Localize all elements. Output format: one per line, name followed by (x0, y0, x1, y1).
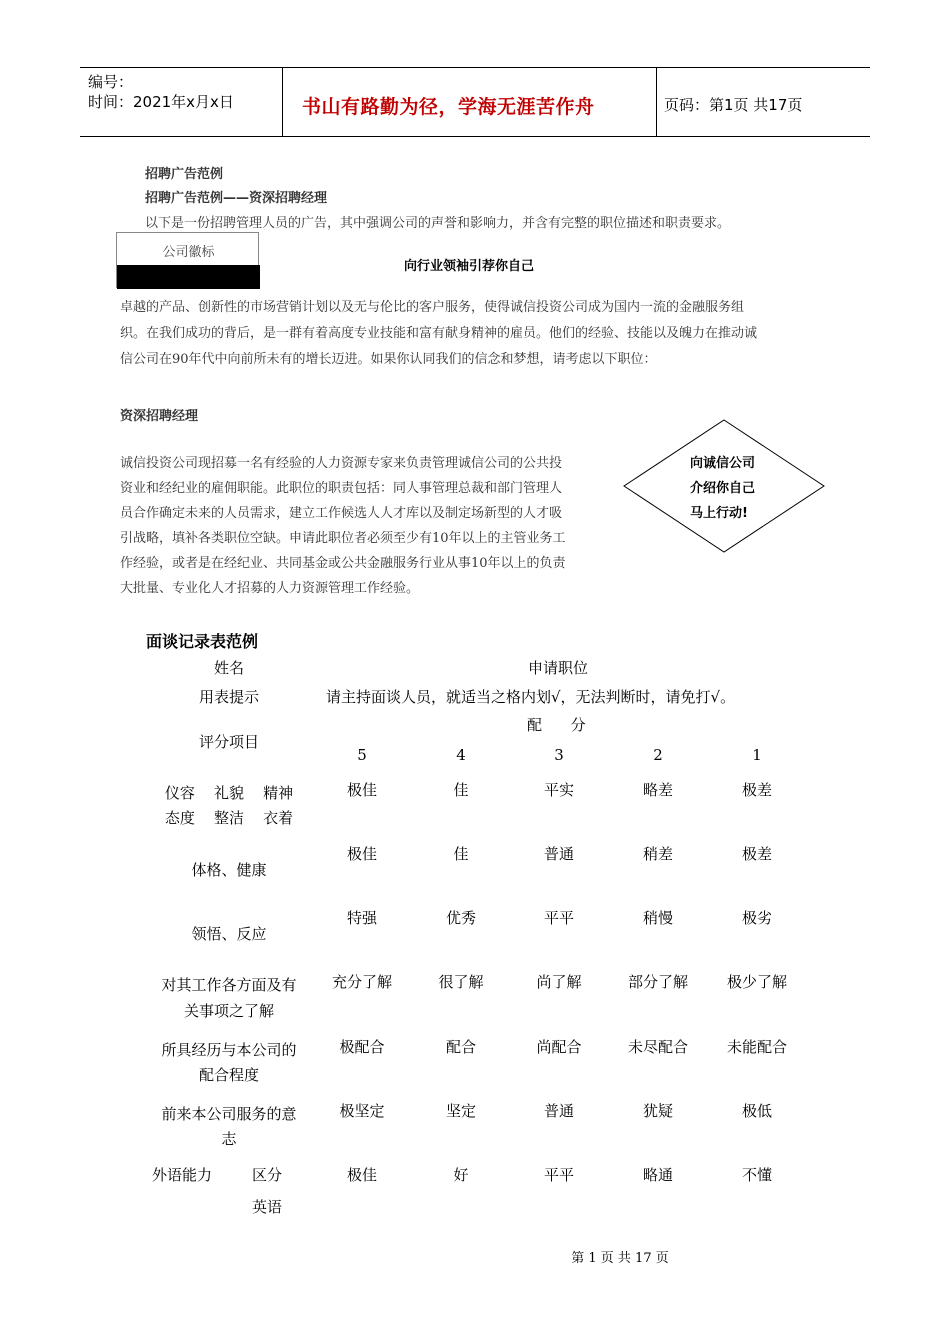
score-label: 4 (456, 746, 466, 764)
rating-cell[interactable]: 犹疑 (642, 1102, 673, 1120)
rating-cell[interactable]: 平平 (543, 909, 574, 927)
ad-para2-line: 员合作确定未来的人员需求，建立工作候选人人才库以及制定场新型的人才吸 (120, 506, 563, 521)
rating-cell[interactable]: 平实 (543, 781, 574, 799)
rating-cell[interactable]: 未尽配合 (627, 1038, 688, 1056)
ad-para2-line: 大批量、专业化人才招募的人力资源管理工作经验。 (120, 581, 420, 596)
form-row-item: 体格、健康 (191, 861, 267, 879)
rating-cell[interactable]: 坚定 (445, 1102, 476, 1120)
language-label: 外语能力 (152, 1166, 213, 1184)
rating-cell[interactable]: 极配合 (339, 1038, 385, 1056)
rating-cell[interactable]: 极少了解 (726, 973, 787, 991)
form-row-item: 态度 整洁 衣着 (164, 809, 294, 827)
rating-cell[interactable]: 略差 (642, 781, 673, 799)
form-hint-label: 用表提示 (198, 688, 259, 706)
rating-cell[interactable]: 未能配合 (726, 1038, 787, 1056)
callout-line: 马上行动! (690, 506, 748, 521)
ad-para1-line: 信公司在90年代中向前所未有的增长迈进。如果你认同我们的信念和梦想，请考虑以下职位： (120, 352, 657, 367)
position-title: 资深招聘经理 (120, 409, 199, 424)
doc-number-label: 编号： (88, 73, 134, 91)
rating-cell[interactable]: 优秀 (445, 909, 476, 927)
score-header: 配 分 (527, 716, 586, 734)
rating-cell[interactable]: 普通 (543, 845, 574, 863)
item-header: 评分项目 (198, 733, 259, 751)
rating-cell[interactable]: 尚配合 (536, 1038, 582, 1056)
rating-cell[interactable]: 极差 (741, 845, 772, 863)
rating-cell[interactable]: 略通 (642, 1166, 673, 1184)
ad-para2-line: 诚信投资公司现招募一名有经验的人力资源专家来负责管理诚信公司的公共投 (120, 456, 563, 471)
form-name-label: 姓名 (213, 659, 244, 677)
rating-cell[interactable]: 极低 (741, 1102, 772, 1120)
form-row-item: 志 (221, 1130, 237, 1148)
rating-cell[interactable]: 佳 (453, 781, 469, 799)
header-page-label: 页码：第1页 共17页 (664, 96, 803, 114)
rating-cell[interactable]: 极佳 (346, 1166, 377, 1184)
rating-cell[interactable]: 极坚定 (339, 1102, 385, 1120)
company-logo-box (116, 232, 259, 288)
form-row-item: 仪容 礼貌 精神 (164, 784, 294, 802)
rating-cell[interactable]: 部分了解 (627, 973, 688, 991)
rating-cell[interactable]: 极劣 (741, 909, 772, 927)
rating-cell[interactable]: 平平 (543, 1166, 574, 1184)
score-label: 5 (357, 746, 367, 764)
ad-headline: 向行业领袖引荐你自己 (404, 259, 535, 274)
ad-para2-line: 资业和经纪业的雇佣职能。此职位的职责包括：同人事管理总裁和部门管理人 (120, 481, 563, 496)
form-position-label: 申请职位 (527, 659, 588, 677)
ad-para2-line: 引战略，填补各类职位空缺。申请此职位者必须至少有10年以上的主管业务工 (120, 531, 566, 546)
page-footer: 第 1 页 共 17 页 (571, 1251, 669, 1266)
rating-cell[interactable]: 极佳 (346, 781, 377, 799)
logo-placeholder (117, 265, 260, 289)
doc-time-label: 时间：2021年x月x日 (88, 93, 234, 111)
ad-para1-line: 织。在我们成功的背后，是一群有着高度专业技能和富有献身精神的雇员。他们的经验、技能以及魄力在推动诚 (120, 326, 758, 341)
header-motto: 书山有路勤为径，学海无涯苦作舟 (302, 96, 595, 118)
logo-label: 公司徽标 (162, 245, 215, 260)
score-label: 2 (653, 746, 663, 764)
ad-title: 招聘广告范例 (145, 167, 224, 182)
callout-line: 向诚信公司 (690, 456, 756, 471)
rating-cell[interactable]: 稍差 (642, 845, 673, 863)
rating-cell[interactable]: 佳 (453, 845, 469, 863)
rating-cell[interactable]: 很了解 (438, 973, 484, 991)
score-label: 3 (554, 746, 564, 764)
form-row-item: 配合程度 (198, 1066, 259, 1084)
form-row-item: 所具经历与本公司的 (161, 1041, 297, 1059)
header-divider (282, 68, 283, 136)
form-row-item: 领悟、反应 (191, 925, 267, 943)
ad-para2-line: 作经验，或者是在经纪业、共同基金或公共金融服务行业从事10年以上的负责 (120, 556, 566, 571)
header-divider (656, 68, 657, 136)
rating-cell[interactable]: 普通 (543, 1102, 574, 1120)
ad-intro: 以下是一份招聘管理人员的广告，其中强调公司的声誉和影响力，并含有完整的职位描述和职责要求。 (145, 216, 731, 231)
rating-cell[interactable]: 极差 (741, 781, 772, 799)
language-sub-item: 英语 (252, 1198, 283, 1216)
rating-cell[interactable]: 特强 (346, 909, 377, 927)
form-row-item: 对其工作各方面及有 (161, 976, 297, 994)
form-title: 面谈记录表范例 (146, 632, 259, 651)
language-sub-label: 区分 (252, 1166, 283, 1184)
score-label: 1 (752, 746, 762, 764)
rating-cell[interactable]: 稍慢 (642, 909, 673, 927)
rating-cell[interactable]: 尚了解 (536, 973, 582, 991)
form-row-item: 前来本公司服务的意 (161, 1105, 297, 1123)
form-hint-text: 请主持面谈人员，就适当之格内划√，无法判断时，请免打√。 (326, 688, 736, 706)
rating-cell[interactable]: 极佳 (346, 845, 377, 863)
form-row-item: 关事项之了解 (183, 1002, 274, 1020)
callout-line: 介绍你自己 (690, 481, 756, 496)
rating-cell[interactable]: 配合 (445, 1038, 476, 1056)
rating-cell[interactable]: 充分了解 (331, 973, 392, 991)
ad-subtitle: 招聘广告范例——资深招聘经理 (145, 191, 328, 206)
rating-cell[interactable]: 不懂 (741, 1166, 772, 1184)
ad-para1-line: 卓越的产品、创新性的市场营销计划以及无与伦比的客户服务，使得诚信投资公司成为国内一流的金融服务组 (120, 300, 745, 315)
rating-cell[interactable]: 好 (453, 1166, 469, 1184)
